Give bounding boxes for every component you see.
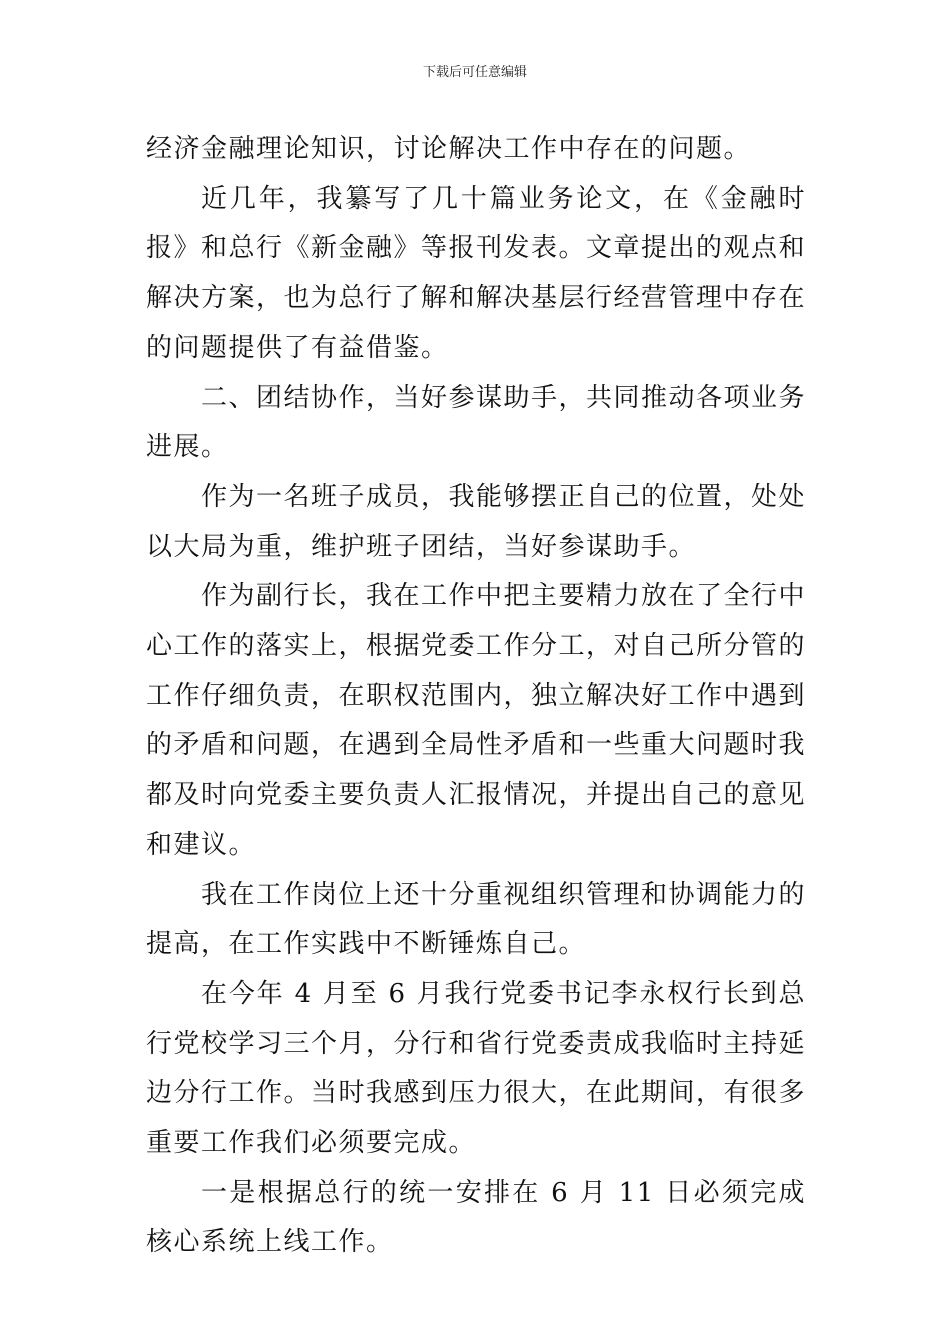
paragraph: 在今年 4 月至 6 月我行党委书记李永权行长到总行党校学习三个月，分行和省行党委责成我临时主持延边分行工作。当时我感到压力很大，在此期间，有很多重要工作我们必须要完成。 [146,978,807,1159]
paragraph: 作为一名班子成员，我能够摆正自己的位置，处处以大局为重，维护班子团结，当好参谋助手。 [146,481,807,562]
paragraph: 作为副行长，我在工作中把主要精力放在了全行中心工作的落实上，根据党委工作分工，对自己所分管的工作仔细负责，在职权范围内，独立解决好工作中遇到的矛盾和问题，在遇到全局性矛盾和一些重大问题时我都及时向党委主要负责人汇报情况，并提出自己的意见和建议。 [146,581,807,860]
section-heading: 二、团结协作，当好参谋助手，共同推动各项业务进展。 [146,382,807,463]
paragraph: 我在工作岗位上还十分重视组织管理和协调能力的提高，在工作实践中不断锤炼自己。 [146,879,807,960]
paragraph: 经济金融理论知识，讨论解决工作中存在的问题。 [146,134,752,164]
paragraph: 近几年，我纂写了几十篇业务论文，在《金融时报》和总行《新金融》等报刊发表。文章提出的观点和解决方案，也为总行了解和解决基层行经营管理中存在的问题提供了有益借鉴。 [146,183,807,363]
paragraph: 一是根据总行的统一安排在 6 月 11 日必须完成核心系统上线工作。 [146,1177,806,1258]
page-header: 下载后可任意编辑 [422,65,527,80]
document-body [146,125,806,1268]
